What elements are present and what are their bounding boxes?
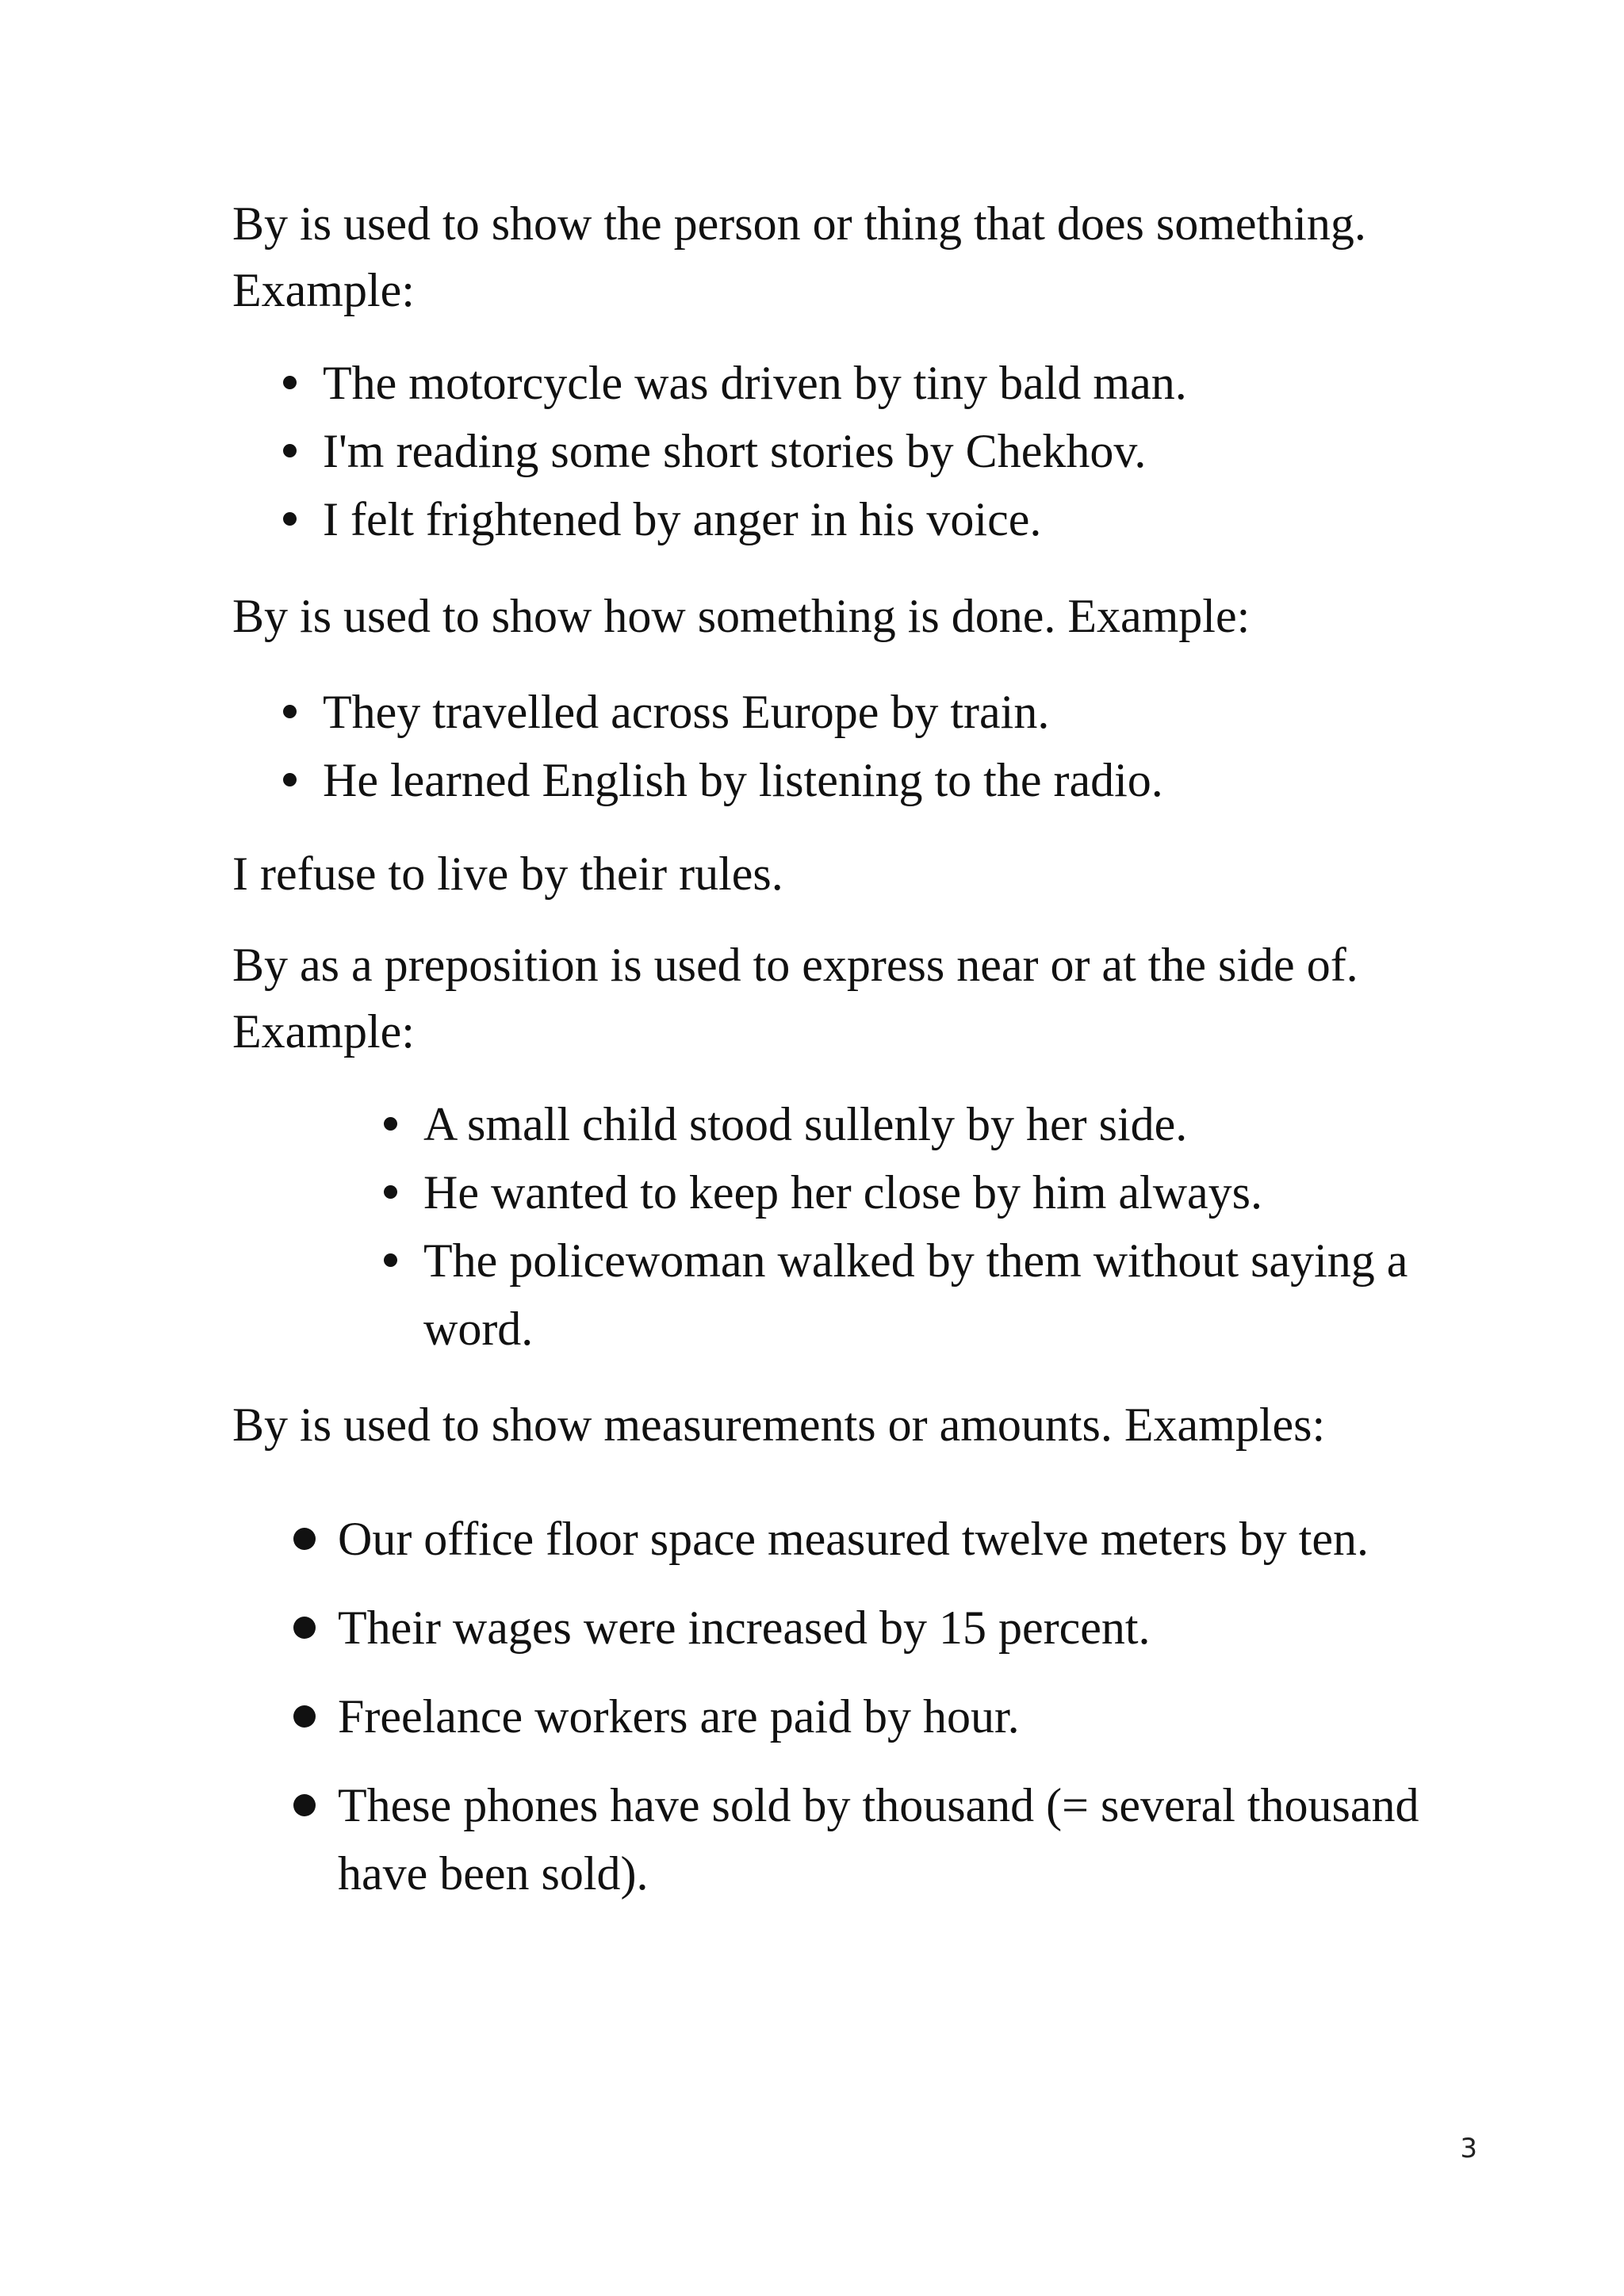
section1-intro: By is used to show the person or thing that does something. Example: <box>232 197 1366 316</box>
list-item: A small child stood sullenly by her side. <box>374 1090 1484 1158</box>
section2-intro: By is used to show how something is done. Example: <box>232 590 1251 642</box>
list-item: He wanted to keep her close by him always. <box>374 1158 1484 1226</box>
list-item: The motorcycle was driven by tiny bald man. <box>274 349 1463 417</box>
list-item: These phones have sold by thousand (= several thousand have been sold). <box>292 1771 1481 1908</box>
list-item: The policewoman walked by them without saying a word. <box>374 1226 1484 1363</box>
list-item: I'm reading some short stories by Chekhov. <box>274 417 1463 485</box>
page-number: 3 <box>1460 2133 1477 2164</box>
list-item: They travelled across Europe by train. <box>274 678 1463 746</box>
section4-intro: By is used to show measurements or amounts. Examples: <box>232 1399 1326 1451</box>
list-item: Our office floor space measured twelve meters by ten. <box>292 1505 1481 1573</box>
standalone-sentence: I refuse to live by their rules. <box>232 848 783 900</box>
section3-intro: By as a preposition is used to express near or at the side of. Example: <box>232 939 1358 1058</box>
section2-example-list <box>274 678 1463 814</box>
list-item: Freelance workers are paid by hour. <box>292 1682 1481 1751</box>
list-item: He learned English by listening to the radio. <box>274 746 1463 814</box>
list-item: I felt frightened by anger in his voice. <box>274 485 1463 553</box>
list-item: Their wages were increased by 15 percent. <box>292 1594 1481 1662</box>
section3-example-list <box>374 1090 1484 1363</box>
section1-example-list <box>274 349 1463 553</box>
section4-example-list <box>292 1505 1481 1908</box>
